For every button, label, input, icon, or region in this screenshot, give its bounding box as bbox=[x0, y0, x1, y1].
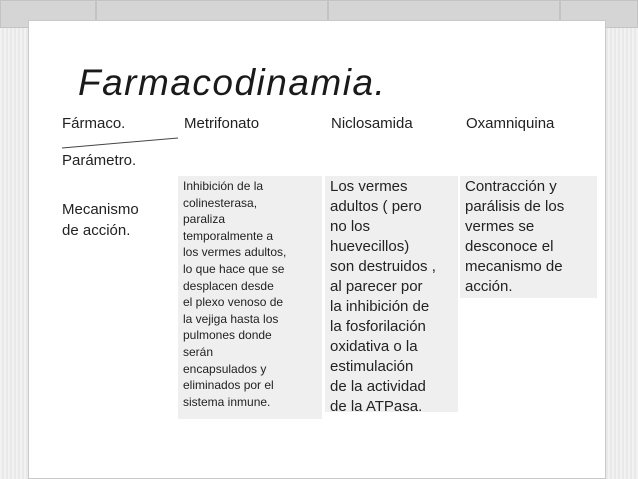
cell-line: estimulación bbox=[330, 358, 414, 375]
header-parametro: Parámetro. bbox=[62, 152, 137, 169]
cell-niclosamida bbox=[325, 176, 458, 415]
cell-line: adultos ( pero bbox=[330, 198, 422, 215]
cell-line: la vejiga hasta los bbox=[183, 311, 279, 326]
header-diagonal-line bbox=[62, 137, 178, 149]
cell-line: Los vermes bbox=[330, 178, 408, 195]
cell-line: mecanismo de bbox=[465, 258, 563, 275]
cell-line: Contracción y bbox=[465, 178, 557, 195]
header-oxamniquina: Oxamniquina bbox=[466, 115, 555, 132]
cell-line: de la ATPasa. bbox=[330, 398, 423, 415]
cell-line: sistema inmune. bbox=[183, 394, 271, 409]
cell-line: encapsulados y bbox=[183, 361, 267, 376]
cell-line: parálisis de los bbox=[465, 198, 565, 215]
cell-line: temporalmente a bbox=[183, 228, 274, 243]
header-niclosamida: Niclosamida bbox=[331, 115, 413, 132]
cell-line: pulmones donde bbox=[183, 328, 272, 343]
cell-line: paraliza bbox=[183, 212, 226, 227]
cell-line: desconoce el bbox=[465, 238, 554, 255]
cell-line: la fosforilación bbox=[330, 318, 426, 335]
cell-line: oxidativa o la bbox=[330, 338, 418, 355]
row-label-line: de acción. bbox=[62, 222, 131, 239]
cell-line: el plexo venoso de bbox=[183, 295, 284, 310]
row-label-mecanismo bbox=[62, 199, 139, 241]
header-metrifonato: Metrifonato bbox=[184, 115, 260, 132]
cell-line: son destruidos , bbox=[330, 258, 436, 275]
cell-oxamniquina bbox=[460, 176, 597, 298]
header-farmaco: Fármaco. bbox=[62, 115, 126, 132]
cell-line: vermes se bbox=[465, 218, 535, 235]
cell-line: serán bbox=[183, 344, 214, 359]
row-label-line: Mecanismo bbox=[62, 201, 139, 218]
cell-line: acción. bbox=[465, 278, 513, 295]
cell-metrifonato bbox=[178, 176, 322, 419]
cell-line: lo que hace que se bbox=[183, 261, 285, 276]
cell-line: la inhibición de bbox=[330, 298, 430, 315]
cell-line: al parecer por bbox=[330, 278, 423, 295]
cell-line: Inhibición de la bbox=[183, 179, 264, 193]
cell-line: desplacen desde bbox=[183, 278, 274, 293]
cell-line: de la actividad bbox=[330, 378, 426, 395]
slide-title: Farmacodinamia. bbox=[78, 62, 387, 103]
cell-line: eliminados por el bbox=[183, 378, 274, 393]
cell-line: no los bbox=[330, 218, 371, 235]
cell-line: los vermes adultos, bbox=[183, 245, 287, 260]
cell-line: colinesterasa, bbox=[183, 195, 258, 210]
cell-line: huevecillos) bbox=[330, 238, 410, 255]
